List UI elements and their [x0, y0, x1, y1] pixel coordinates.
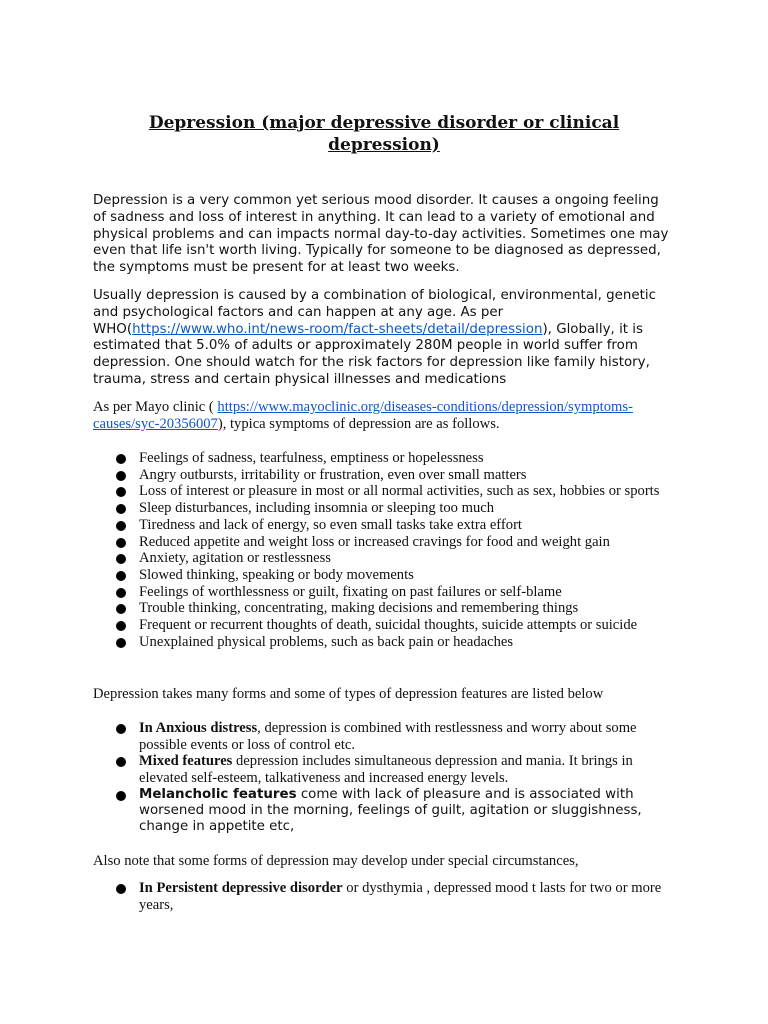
list-item-text: Sleep disturbances, including insomnia or sleeping too much: [139, 500, 495, 517]
bullet-icon: [116, 884, 126, 894]
list-item: [0, 467, 675, 484]
feature-term: In Anxious distress: [139, 720, 258, 736]
bullet-icon: [116, 487, 126, 497]
mayo-paragraph: [93, 399, 675, 432]
bullet-icon: [116, 588, 126, 598]
bullet-icon: [116, 554, 126, 564]
list-item: [0, 634, 675, 651]
causes-text-after: ), Globally, it is estimated that 5.0% of adults or approximately 280M people in world suffer from depression. One should watch for the risk factors for depression like family history, trauma, stress and certain physical illnesses and medications: [93, 321, 650, 387]
feature-description: , depression is combined with restlessness and worry about some possible events or loss of control etc.: [139, 720, 637, 753]
list-item: [0, 500, 675, 517]
causes-paragraph: [93, 288, 675, 389]
feature-description: come with lack of pleasure and is associated with worsened mood in the morning, feelings of guilt, agitation or sluggishness, change in appetite etc,: [139, 786, 642, 834]
list-item: [0, 753, 675, 786]
bullet-icon: [116, 454, 126, 464]
list-item-text: Trouble thinking, concentrating, making decisions and remembering things: [139, 600, 579, 617]
document-title: Depression (major depressive disorder or clinical depression): [148, 113, 620, 155]
causes-text-before: Usually depression is caused by a combination of biological, environmental, genetic and psychological factors and can happen at any age. As per WHO(: [93, 288, 656, 337]
list-item-text: Frequent or recurrent thoughts of death, suicidal thoughts, suicide attempts or suicide: [139, 617, 638, 634]
mayo-text-after: ), typica symptoms of depression are as follows.: [217, 415, 500, 432]
special-term: In Persistent depressive disorder: [139, 880, 343, 896]
list-item-text: Reduced appetite and weight loss or increased cravings for food and weight gain: [139, 533, 610, 550]
bullet-icon: [116, 504, 126, 514]
mayo-text-before: As per Mayo clinic (: [93, 399, 218, 415]
list-item: [0, 450, 675, 467]
list-item: [0, 517, 675, 534]
list-item-text: Anxiety, agitation or restlessness: [139, 550, 331, 567]
special-circumstances-paragraph: Also note that some forms of depression may develop under special circumstances,: [93, 853, 579, 869]
list-item: [0, 880, 675, 913]
list-item: [0, 787, 675, 835]
list-item-text: Loss of interest or pleasure in most or all normal activities, such as sex, hobbies or sports: [139, 483, 660, 500]
bullet-icon: [116, 757, 126, 767]
bullet-icon: [116, 791, 126, 801]
list-item-text: Angry outbursts, irritability or frustration, even over small matters: [139, 466, 527, 483]
list-item-text: Slowed thinking, speaking or body movements: [139, 566, 414, 583]
list-item-text: Unexplained physical problems, such as back pain or headaches: [139, 633, 514, 650]
special-description: or dysthymia , depressed mood t lasts for two or more years,: [139, 880, 662, 913]
bullet-icon: [116, 521, 126, 531]
special-list: [0, 880, 675, 913]
bullet-icon: [116, 724, 126, 734]
list-item: [0, 720, 675, 753]
list-item-text: Feelings of worthlessness or guilt, fixating on past failures or self-blame: [139, 583, 562, 600]
who-link[interactable]: https://www.who.int/news-room/fact-sheets/detail/depression: [132, 321, 543, 337]
bullet-icon: [116, 621, 126, 631]
bullet-icon: [116, 471, 126, 481]
bullet-icon: [116, 571, 126, 581]
list-item: [0, 483, 675, 500]
list-item: [0, 534, 675, 551]
feature-description: depression includes simultaneous depression and mania. It brings in elevated self-esteem, talkativeness and increased energy levels.: [139, 753, 633, 787]
list-item: [0, 600, 675, 617]
feature-term: Mixed features: [139, 753, 233, 770]
feature-term: Melancholic features: [139, 786, 297, 802]
list-item: [0, 584, 675, 601]
list-item-text: Feelings of sadness, tearfulness, emptiness or hopelessness: [139, 450, 484, 466]
list-item: [0, 550, 675, 567]
forms-paragraph: Depression takes many forms and some of types of depression features are listed below: [93, 686, 604, 702]
symptoms-list: [0, 450, 675, 650]
bullet-icon: [116, 538, 126, 548]
bullet-icon: [116, 638, 126, 648]
bullet-icon: [116, 604, 126, 614]
list-item: [0, 567, 675, 584]
features-list: [0, 720, 675, 835]
list-item: [0, 617, 675, 634]
list-item-text: Tiredness and lack of energy, so even small tasks take extra effort: [139, 516, 522, 533]
intro-paragraph: Depression is a very common yet serious mood disorder. It causes a ongoing feeling of sadness and loss of interest in anything. It can lead to a variety of emotional and physical problems and can impacts normal day-to-day activities. Sometimes one may even that life isn't worth living. Typically for someone to be diagnosed as depressed, the symptoms must be present for at least two weeks.: [93, 193, 669, 276]
mayo-link[interactable]: https://www.mayoclinic.org/diseases-conditions/depression/symptoms-causes/syc-20356007: [93, 399, 633, 432]
